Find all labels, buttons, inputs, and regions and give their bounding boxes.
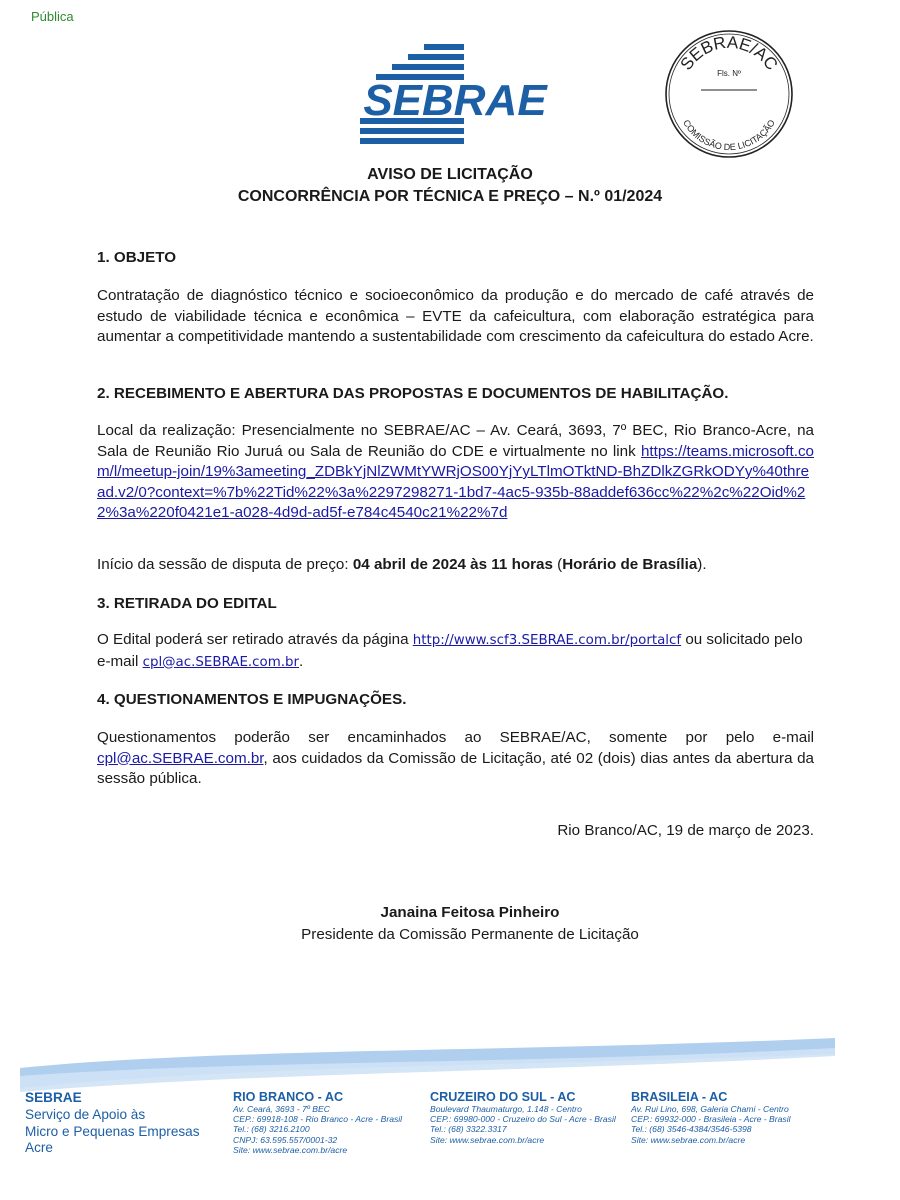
- office-line: Av. Rui Lino, 698, Galeria Chami - Centro: [631, 1104, 789, 1114]
- office-title: CRUZEIRO DO SUL - AC: [430, 1090, 576, 1104]
- retirada-suffix: .: [299, 652, 304, 670]
- commission-seal: [663, 28, 795, 160]
- document-subtitle: CONCORRÊNCIA POR TÉCNICA E PREÇO – N.º 01/2024: [237, 188, 663, 205]
- inicio-mid: (: [552, 556, 563, 573]
- footer-org-line1: Serviço de Apoio às: [25, 1106, 146, 1122]
- section-text-questionamentos: [97, 728, 814, 790]
- section-heading-retirada: 3. RETIRADA DO EDITAL: [97, 595, 277, 612]
- footer-office-brasileia: [631, 1090, 791, 1145]
- section-heading-questionamentos: 4. QUESTIONAMENTOS E IMPUGNAÇÕES.: [97, 691, 407, 708]
- seal-bottom-text: COMISSÃO DE LICITAÇÃO: [681, 117, 777, 153]
- signatory-role: Presidente da Comissão Permanente de Licitação: [301, 926, 639, 943]
- inicio-suffix: ).: [697, 556, 707, 573]
- questionamentos-prefix: Questionamentos poderão ser encaminhados ao SEBRAE/AC, somente por pelo e-mail: [97, 729, 814, 746]
- questionamentos-suffix: , aos cuidados da Comissão de Licitação, até 02 (dois) dias antes da abertura da sessão pública.: [97, 749, 814, 787]
- inicio-prefix: Início da sessão de disputa de preço:: [97, 556, 353, 573]
- classification-label: Pública: [31, 9, 74, 24]
- date-line: Rio Branco/AC, 19 de março de 2023.: [557, 822, 814, 839]
- office-line: Tel.: (68) 3322.3317: [430, 1124, 507, 1135]
- email-link-retirada[interactable]: cpl@ac.SEBRAE.com.br: [142, 654, 300, 670]
- retirada-prefix: O Edital poderá ser retirado através da página: [97, 631, 413, 648]
- teams-meeting-link[interactable]: https://teams.microsoft.com/l/meetup-join/19%3ameeting_ZDBkYjNlZWMtYWRjOS00YjYyLTlmOTktND-BhZDlkZGRkODYy%40thread.v2/0?context=%7b%22Tid%22%3a%2297298271-1bd7-4ac5-935b-88addef636cc%22%2c%22Oid%22%3a%220f0421e1-a028-4d9d-ad5f-e784c4540c21%22%7d: [97, 442, 814, 521]
- email-link-questionamentos[interactable]: cpl@ac.SEBRAE.com.br: [97, 749, 264, 767]
- office-line: Tel.: (68) 3546-4384/3546-5398: [631, 1124, 752, 1135]
- office-line: Tel.: (68) 3216.2100: [233, 1124, 310, 1135]
- section-text-objeto: Contratação de diagnóstico técnico e socioeconômico da produção e do mercado de café através de estudo de viabilidade técnica e econômica – EVTE da cafeicultura, com elaboração estratégica para aumentar a competitividade mantendo a sustentabilidade com crescimento da cafeicultura do estado Acre.: [97, 287, 814, 345]
- inicio-date: 04 abril de 2024 às 11 horas: [352, 556, 553, 573]
- inicio-timezone: Horário de Brasília: [562, 556, 698, 573]
- office-line: CEP.: 69980-000 - Cruzeiro do Sul - Acre - Brasil: [430, 1114, 616, 1125]
- section-text-local: [97, 421, 814, 524]
- footer-organization: [25, 1090, 200, 1157]
- section-heading-objeto: 1. OBJETO: [97, 249, 177, 266]
- office-line: Site: www.sebrae.com.br/acre: [631, 1134, 746, 1145]
- document-title: AVISO DE LICITAÇÃO: [367, 166, 533, 183]
- section-heading-recebimento: 2. RECEBIMENTO E ABERTURA DAS PROPOSTAS E DOCUMENTOS DE HABILITAÇÃO.: [97, 385, 729, 402]
- seal-center-text: Fls. Nº: [717, 69, 741, 78]
- section-text-retirada: [97, 630, 814, 673]
- retirada-mid: ou solicitado pelo e-mail: [97, 631, 803, 670]
- office-title: BRASILEIA - AC: [631, 1090, 728, 1104]
- section-text-inicio: [97, 555, 814, 576]
- footer-office-rio-branco: [233, 1090, 402, 1155]
- footer-org-line3: Acre: [25, 1140, 53, 1156]
- sebrae-logo: [360, 44, 550, 144]
- footer-org-line2: Micro e Pequenas Empresas: [25, 1123, 200, 1139]
- office-line: Boulevard Thaumaturgo, 1.148 - Centro: [430, 1104, 582, 1114]
- office-line: Av. Ceará, 3693 - 7º BEC: [233, 1104, 330, 1114]
- office-line: Site: www.sebrae.com.br/acre: [430, 1134, 545, 1145]
- local-text: Local da realização: Presencialmente no SEBRAE/AC – Av. Ceará, 3693, 7º BEC, Rio Branco-Acre, na Sala de Reunião Rio Juruá ou Sala de Reunião do CDE e virtualmente no link: [97, 422, 814, 460]
- svg-text:SEBRAE/AC: [676, 33, 781, 74]
- signatory-name: Janaina Feitosa Pinheiro: [380, 904, 560, 921]
- office-title: RIO BRANCO - AC: [233, 1090, 344, 1104]
- office-line: CNPJ: 63.595.557/0001-32: [233, 1134, 338, 1145]
- office-line: CEP.: 69932-000 - Brasileia - Acre - Brasil: [631, 1114, 791, 1125]
- seal-top-text: SEBRAE/AC: [676, 32, 782, 74]
- portal-link[interactable]: http://www.scf3.SEBRAE.com.br/portalcf: [412, 633, 682, 648]
- office-line: CEP.: 69918-108 - Rio Branco - Acre - Brasil: [233, 1114, 403, 1125]
- logo-text: SEBRAE: [363, 76, 547, 125]
- office-line: Site: www.sebrae.com.br/acre: [233, 1144, 348, 1155]
- footer-office-cruzeiro: [430, 1090, 616, 1145]
- footer-org-name: SEBRAE: [25, 1090, 82, 1105]
